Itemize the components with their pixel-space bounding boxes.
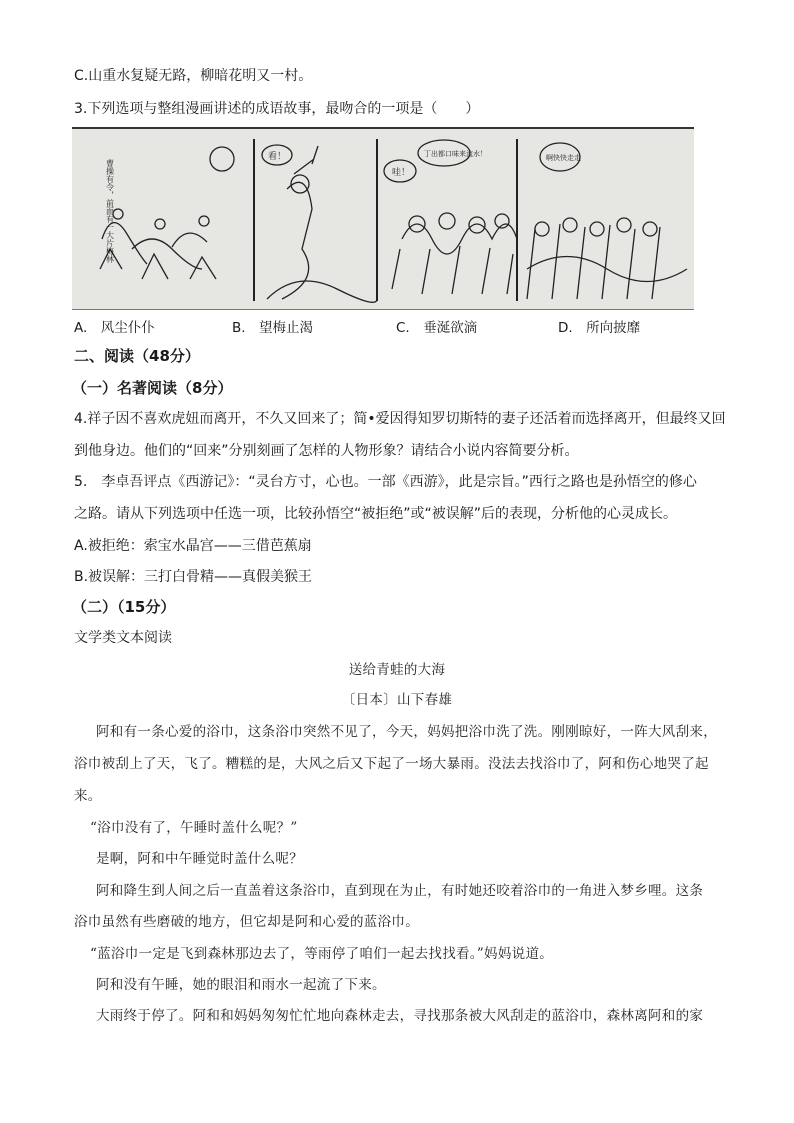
section-2-1-heading: （一）名著阅读（8分） xyxy=(72,379,233,397)
question-5-option-a: A.被拒绝：索宝水晶宫——三借芭蕉扇 xyxy=(74,538,312,554)
paragraph-3: 是啊，阿和中午睡觉时盖什么呢？ xyxy=(96,851,303,867)
paragraph-7-line-1: 大雨终于停了。阿和和妈妈匆匆忙忙地向森林走去，寻找那条被大风刮走的蓝浴巾，森林离阿和的家 xyxy=(96,1008,704,1024)
option-c: C. 垂涎欲滴 xyxy=(396,320,478,336)
paragraph-1-line-2: 浴巾被刮上了天，飞了。糟糕的是，大风之后又下起了一场大暴雨。没法去找浴巾了，阿和伤心地哭了起 xyxy=(74,756,709,772)
comic-bubble-2: 哇！ xyxy=(392,168,411,178)
article-title: 送给青蛙的大海 xyxy=(348,662,446,678)
option-d: D. 所向披靡 xyxy=(558,320,641,336)
section-2-2-heading: （二）（15分） xyxy=(72,598,176,616)
paragraph-6: 阿和没有午睡，她的眼泪和雨水一起流了下来。 xyxy=(96,977,386,993)
paragraph-4-line-1: 阿和降生到人间之后一直盖着这条浴巾，直到现在为止，有时她还咬着浴巾的一角进入梦乡哩。这条 xyxy=(96,883,704,899)
comic-panel-4 xyxy=(527,143,687,299)
comic-strip-image xyxy=(72,127,694,310)
question-3-options xyxy=(72,316,712,338)
article-author: 〔日本〕山下春雄 xyxy=(341,692,453,708)
option-b: B. 望梅止渴 xyxy=(232,320,314,336)
question-4-line-1: 4.祥子因不喜欢虎妞而离开，不久又回来了；简•爱因得知罗切斯特的妻子还活着而选择离开，但最终又回 xyxy=(74,411,726,427)
literary-reading-label: 文学类文本阅读 xyxy=(74,630,172,646)
section-2-heading: 二、阅读（48分） xyxy=(74,347,200,365)
option-a: A. 风尘仆仆 xyxy=(74,320,155,336)
comic-panel-2 xyxy=(262,145,377,302)
comic-sign-text: 曹操有令，前面有一大片梅林 xyxy=(105,159,115,263)
comic-panel-1 xyxy=(100,147,234,279)
comic-bubble-3: 丁出都口味来流水！ xyxy=(424,150,487,158)
question-5-line-1: 5. 李卓吾评点《西游记》：“灵台方寸，心也。一部《西游》，此是宗旨。”西行之路也是孙悟空的修心 xyxy=(74,474,697,490)
question-5-line-2: 之路。请从下列选项中任选一项，比较孙悟空“被拒绝”或“被误解”后的表现，分析他的心灵成长。 xyxy=(74,506,678,522)
comic-bubble-1: 看！ xyxy=(268,152,287,162)
comic-bubble-4: 啊快快走走 xyxy=(546,154,581,162)
paragraph-2: “浴巾没有了，午睡时盖什么呢？” xyxy=(90,820,298,836)
question-3: 3.下列选项与整组漫画讲述的成语故事，最吻合的一项是（ ） xyxy=(74,101,480,117)
question-5-option-b: B.被误解：三打白骨精——真假美猴王 xyxy=(74,569,313,585)
question-4-line-2: 到他身边。他们的“回来”分别刻画了怎样的人物形象？请结合小说内容简要分析。 xyxy=(74,443,579,459)
comic-panel-frames xyxy=(254,139,517,301)
paragraph-5: “蓝浴巾一定是飞到森林那边去了，等雨停了咱们一起去找找看。”妈妈说道。 xyxy=(90,946,554,962)
comic-panel-3 xyxy=(384,140,517,294)
paragraph-4-line-2: 浴巾虽然有些磨破的地方，但它却是阿和心爱的蓝浴巾。 xyxy=(74,914,419,930)
option-c-line: C.山重水复疑无路，柳暗花明又一村。 xyxy=(74,68,313,84)
paragraph-1-line-1: 阿和有一条心爱的浴巾，这条浴巾突然不见了，今天，妈妈把浴巾洗了洗。刚刚晾好，一阵大风刮来， xyxy=(96,724,717,740)
paragraph-1-line-3: 来。 xyxy=(74,788,102,804)
